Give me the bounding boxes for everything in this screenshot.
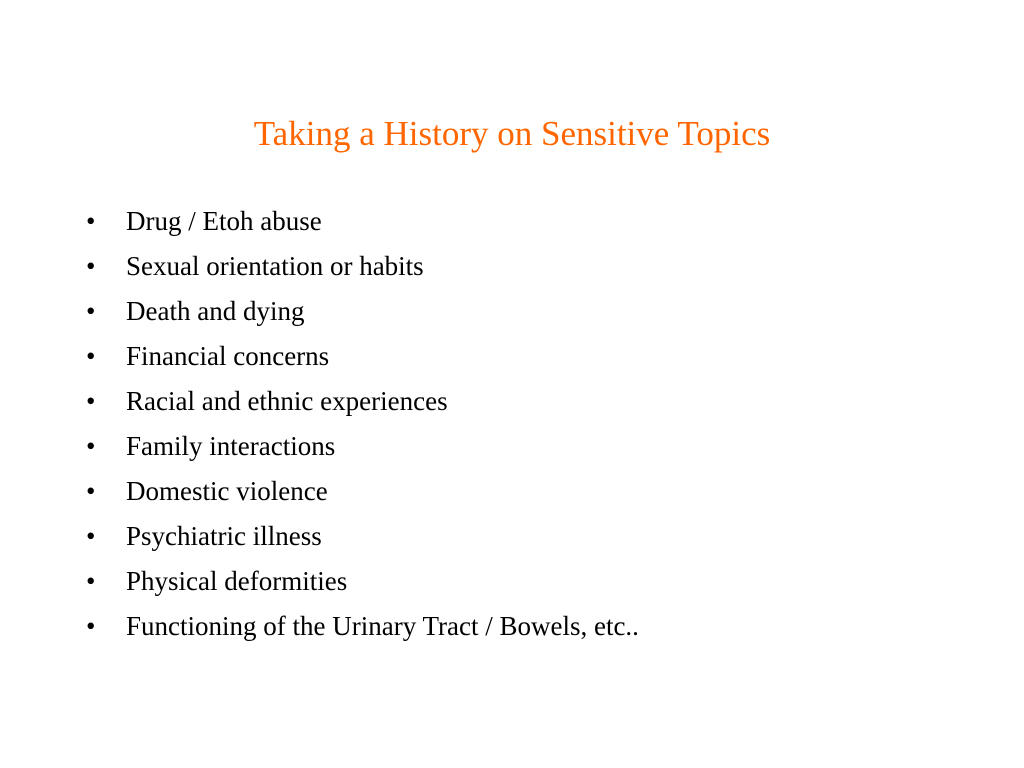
bullet-icon: • [86,251,96,281]
bullet-text: Psychiatric illness [126,521,322,551]
bullet-icon: • [86,296,96,326]
bullet-text: Drug / Etoh abuse [126,206,322,236]
bullet-text: Financial concerns [126,341,330,371]
bullet-icon: • [86,521,96,551]
bullet-icon: • [86,386,96,416]
bullet-text: Functioning of the Urinary Tract / Bowels, etc.. [126,611,639,641]
bullet-icon: • [86,566,96,596]
bullet-icon: • [86,611,96,641]
slide-title: Taking a History on Sensitive Topics [253,114,771,153]
bullet-text: Racial and ethnic experiences [126,386,448,416]
bullet-icon: • [86,341,96,371]
bullet-text: Domestic violence [126,476,328,506]
bullet-icon: • [86,476,96,506]
bullet-icon: • [86,206,96,236]
bullet-text: Family interactions [126,431,336,461]
bullet-text: Sexual orientation or habits [126,251,424,281]
bullet-text: Death and dying [126,296,305,326]
bullet-text: Physical deformities [126,566,348,596]
bullet-icon: • [86,431,96,461]
